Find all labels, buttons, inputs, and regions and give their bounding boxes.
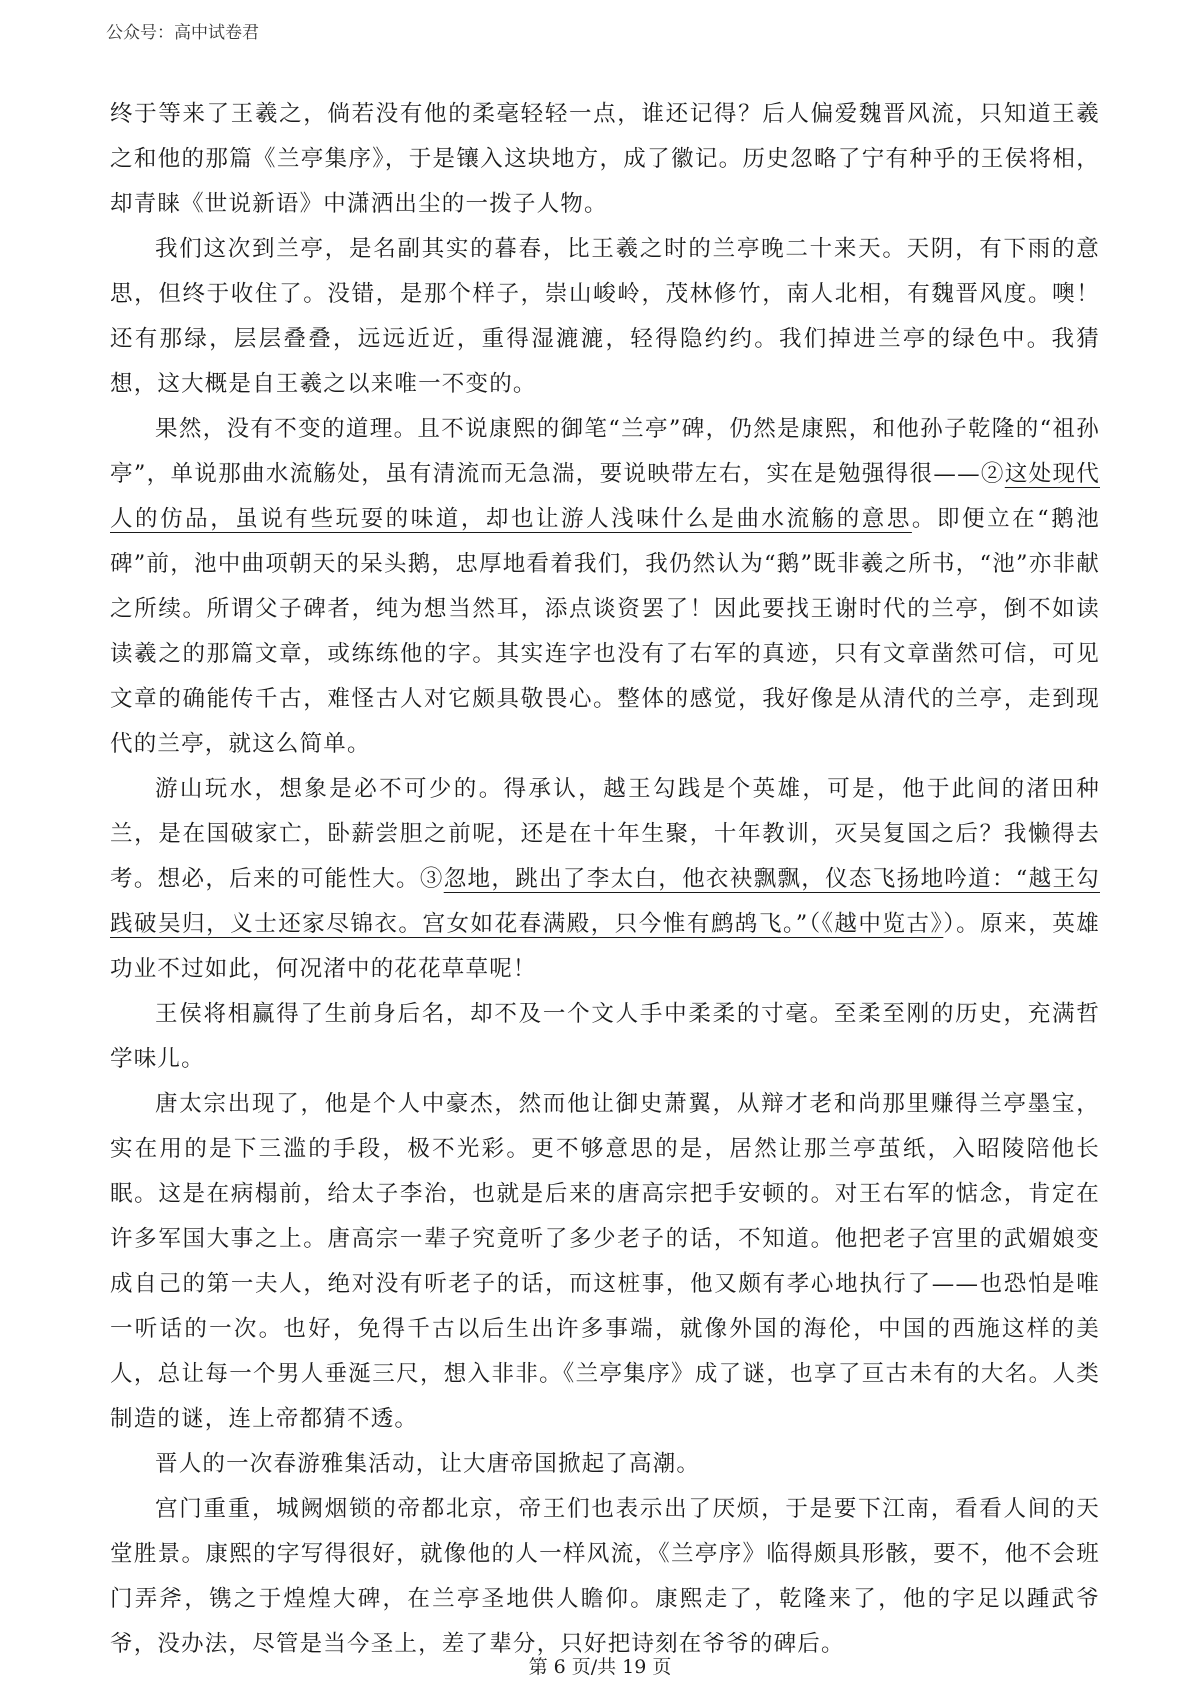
paragraph-text: 终于等来了王羲之，倘若没有他的柔毫轻轻一点，谁还记得？后人偏爱魏晋风流，只知道王羲之和他的那篇《兰亭集序》，于是镶入这块地方，成了徽记。历史忽略了宁有种乎的王侯将相，却青睐《世说新语》中潇洒出尘的一拨子人物。 xyxy=(110,101,1100,217)
paragraph-text: 王侯将相赢得了生前身后名，却不及一个文人手中柔柔的寸毫。至柔至刚的历史，充满哲学味儿。 xyxy=(110,1001,1100,1072)
paragraph-text: 唐太宗出现了，他是个人中豪杰，然而他让御史萧翼，从辩才老和尚那里赚得兰亭墨宝，实在用的是下三滥的手段，极不光彩。更不够意思的是，居然让那兰亭茧纸，入昭陵陪他长眠。这是在病榻前，给太子李治，也就是后来的唐高宗把手安顿的。对王右军的惦念，肯定在许多军国大事之上。唐高宗一辈子究竟听了多少老子的话，不知道。他把老子宫里的武媚娘变成自己的第一夫人，绝对没有听老子的话，而这桩事，他又颇有孝心地执行了——也恐怕是唯一听话的一次。也好，免得千古以后生出许多事端，就像外国的海伦，中国的西施这样的美人，总让每一个男人垂涎三尺，想入非非。《兰亭集序》成了谜，也享了亘古未有的大名。人类制造的谜，连上帝都猜不透。 xyxy=(110,1091,1100,1432)
paragraph-text: 。即便立在“鹅池碑”前，池中曲项朝天的呆头鹅，忠厚地看着我们，我仍然认为“鹅”既非羲之所书，“池”亦非献之所续。所谓父子碑者，纯为想当然耳，添点谈资罢了！因此要找王谢时代的兰亭，倒不如读读羲之的那篇文章，或练练他的字。其实连字也没有了右军的真迹，只有文章凿然可信，可见文章的确能传千古，难怪古人对它颇具敬畏心。整体的感觉，我好像是从清代的兰亭，走到现代的兰亭，就这么简单。 xyxy=(110,506,1101,757)
paragraph-text: 果然，没有不变的道理。且不说康熙的御笔“兰亭”碑，仍然是康熙，和他孙子乾隆的“祖孙亭”，单说那曲水流觞处，虽有清流而无急湍，要说映带左右，实在是勉强得很——② xyxy=(110,416,1100,487)
paragraph xyxy=(110,1082,1100,1442)
paragraph-text: 宫门重重，城阙烟锁的帝都北京，帝王们也表示出了厌烦，于是要下江南，看看人间的天堂胜景。康熙的字写得很好，就像他的人一样风流，《兰亭序》临得颇具形骸，要不，他不会班门弄斧，镌之于煌煌大碑，在兰亭圣地供人瞻仰。康熙走了，乾隆来了，他的字足以踵武爷爷，没办法，尽管是当今圣上，差了辈分，只好把诗刻在爷爷的碑后。 xyxy=(110,1496,1100,1657)
underlined-sentence: 忽地，跳出了李太白，他衣袂飘飘，仪态飞扬地吟道：“越王勾践破吴归，义士还家尽锦衣。宫女如花春满殿，只今惟有鹧鸪飞。”（《越中览古》 xyxy=(110,866,1100,937)
paragraph xyxy=(110,1487,1100,1667)
underlined-sentence: 这处现代人的仿品，虽说有些玩耍的味道，却也让游人浅味什么是曲水流觞的意思 xyxy=(110,461,1100,532)
paragraph xyxy=(110,407,1100,767)
paragraph xyxy=(110,92,1100,227)
paragraph xyxy=(110,992,1100,1082)
paragraph-text: ）。原来，英雄功业不过如此，何况渚中的花花草草呢！ xyxy=(110,911,1100,982)
page-number: 第 6 页/共 19 页 xyxy=(528,1656,672,1678)
paragraph xyxy=(110,1442,1100,1487)
paragraph xyxy=(110,767,1100,992)
header-watermark: 公众号：高中试卷君 xyxy=(106,23,259,43)
paragraph xyxy=(110,227,1100,407)
paragraph-text: 晋人的一次春游雅集活动，让大唐帝国掀起了高潮。 xyxy=(155,1451,701,1477)
paragraph-text: 我们这次到兰亭，是名副其实的暮春，比王羲之时的兰亭晚二十来天。天阴，有下雨的意思，但终于收住了。没错，是那个样子，崇山峻岭，茂林修竹，南人北相，有魏晋风度。噢！还有那绿，层层叠叠，远远近近，重得湿漉漉，轻得隐约约。我们掉进兰亭的绿色中。我猜想，这大概是自王羲之以来唯一不变的。 xyxy=(110,236,1100,397)
article-body xyxy=(110,92,1100,1667)
paragraph-text: 游山玩水，想象是必不可少的。得承认，越王勾践是个英雄，可是，他于此间的渚田种兰，是在国破家亡，卧薪尝胆之前呢，还是在十年生聚，十年教训，灭吴复国之后？我懒得去考。想必，后来的可能性大。③ xyxy=(110,776,1100,892)
